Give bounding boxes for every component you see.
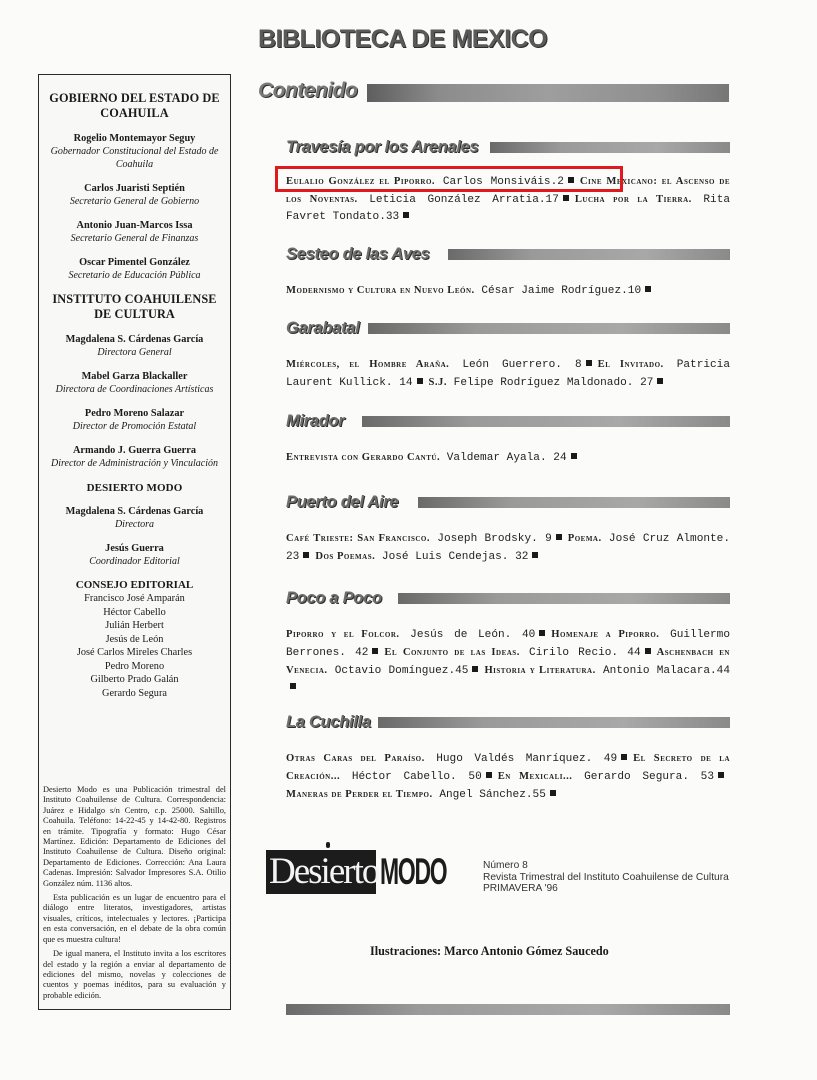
entry-author: Valdemar Ayala. [440,452,554,464]
entry-title: Otras Caras del Paraíso. [286,753,425,764]
entry-page: 53 [700,771,714,783]
credit-name: Oscar Pimentel González [79,257,190,268]
entry-author: Angel Sánchez. [432,789,533,801]
entry-author: Jesús de León. [399,629,522,641]
illustrations-credit: Ilustraciones: Marco Antonio Gómez Saucedo [370,944,609,958]
inst-list [45,333,224,470]
credit-role: Secretario General de Finanzas [70,233,199,244]
toc-entry [286,789,546,801]
entry-page: 10 [627,285,642,297]
masthead-title: BIBLIOTECA DE MEXICO [258,25,548,53]
logo-word-modo: MODO [380,851,447,892]
section-title: La Cuchilla [286,713,371,731]
dm-heading: DESIERTO MODO [86,482,183,494]
entry-author: Antonio Malacara. [595,665,717,677]
entry-author: Carlos Monsiváis. [435,176,558,188]
credit-entry [45,333,224,359]
entry-page: 50 [468,771,482,783]
bullet-square [645,648,651,654]
toc-entry [315,551,528,563]
credit-entry [45,256,224,282]
entry-title: Café Trieste: San Francisco. [286,533,431,544]
entry-page: 24 [553,452,567,464]
desierto-modo-logo [266,844,472,898]
toc-section [286,712,730,804]
toc-entry [286,629,535,641]
toc-entry [286,753,617,765]
section-title: Puerto del Aire [286,493,399,511]
toc-section [286,318,730,392]
council-member: Gilberto Prado Galán [90,674,179,685]
entry-title: El Conjunto de las Ideas. [384,647,520,658]
credit-role: Director de Administración y Vinculación [50,458,218,469]
council-member: José Carlos Mireles Charles [76,647,193,658]
section-title: Travesía por los Arenales [286,138,479,156]
bullet-square [621,754,627,760]
section-header [286,411,730,433]
entry-title: El Secreto de la Creación... [286,753,730,782]
entry-author: Guillermo Berrones. [286,629,730,659]
contents-heading: Contenido [258,79,358,102]
entry-page: 9 [545,533,552,545]
entry-title: Historia y Literatura. [484,665,596,676]
issue-number: Número 8 [483,860,528,871]
entry-title: Miércoles, el Hombre Araña. [286,359,450,370]
gov-list [45,132,224,282]
entry-page: 32 [515,551,529,563]
issue-description: Revista Trimestral del Instituto Coahuilense de Cultura [483,871,729,883]
council-list [45,592,224,700]
credit-name: Pedro Moreno Salazar [84,408,185,419]
toc-section [286,492,730,566]
council-member: Pedro Moreno [104,660,165,672]
issue-season: PRIMAVERA '96 [483,883,558,894]
entry-author: José Cruz Almonte. [601,533,730,545]
section-title: Sesteo de las Aves [286,245,430,263]
council-member: Héctor Cabello [103,606,166,618]
entry-author: Octavio Domínguez. [327,665,456,677]
section-bar [398,593,730,604]
bullet-square [657,378,663,384]
council-heading: CONSEJO EDITORIAL [75,579,194,591]
entry-title: Homenaje a Piporro. [551,629,660,640]
entry-author: Rita Favret Tondato. [286,194,731,223]
bullet-square [556,534,562,540]
contents-heading-bar [367,84,729,102]
bullet-square [718,772,724,778]
toc-entry [286,533,552,545]
logo-dot [326,842,330,848]
section-title: Garabatal [286,319,360,337]
entry-title: Modernismo y Cultura en Nuevo León. [286,285,475,296]
credit-name: Jesús Guerra [105,543,164,554]
credit-role: Gobernador Constitucional del Estado de Coahuila [50,146,219,170]
dm-list [45,505,224,568]
fine-print-paragraph: Esta publicación es un lugar de encuentro para el diálogo entre literatos, investigadores, artistas visuales, críticos, intelectuales y lectores. ¡Participa en esta conversación, en el debate de la obra común que es muestra cultura! [43,893,226,944]
bullet-square [486,772,492,778]
issue-imprint [483,860,729,895]
entry-page: 2 [557,176,564,188]
credit-entry [45,407,224,433]
bullet-square [472,666,478,672]
credit-name: Mabel Garza Blackaller [81,371,188,382]
council-member: Jesús de León [105,633,164,645]
credit-name: Magdalena S. Cárdenas García [65,334,204,345]
section-title: Mirador [286,412,345,430]
credit-role: Secretario General de Gobierno [69,196,200,207]
entry-page: 33 [385,211,400,223]
entry-title: Entrevista con Gerardo Cantú. [286,452,441,463]
council-member: Julián Herbert [105,620,164,631]
bullet-square [303,552,309,558]
bottom-bar [286,1004,730,1015]
entry-title: Maneras de Perder el Tiempo. [286,789,433,800]
bullet-square [645,286,651,292]
inst-heading: INSTITUTO COAHUILENSE DE CULTURA [52,292,217,321]
entry-title: Eulalio González el Piporro. [286,176,436,187]
fine-print-paragraph: De igual manera, el Instituto invita a los escritores del estado y la región a enviar al departamento de ediciones del mismo, novelas y colecciones de cuentos y poemas inéditos, para su evaluación y probable edición. [43,949,226,1000]
toc-section [286,411,730,467]
section-entries [286,530,730,566]
entry-page: 44 [627,647,641,659]
entry-title: Dos Poemas. [315,551,376,562]
credit-name: Carlos Juaristi Septién [84,183,185,194]
section-bar [490,142,730,153]
credit-role: Directora General [97,347,172,358]
toc-entry [384,647,640,659]
section-header [286,712,730,734]
credit-role: Director de Promoción Estatal [72,421,197,432]
credit-name: Rogelio Montemayor Seguy [73,133,196,144]
entry-title: Piporro y el Folcor. [286,629,400,640]
credit-entry [45,542,224,568]
bullet-square [586,360,592,366]
section-entries [286,356,730,392]
section-header [286,588,730,610]
section-bar [418,497,730,508]
entry-page: 44 [716,665,730,677]
gov-heading: GOBIERNO DEL ESTADO DE COAHUILA [49,91,220,120]
toc-entry [286,452,567,464]
entry-page: 14 [399,377,413,389]
section-entries [286,750,730,804]
entry-page: 8 [574,359,582,371]
entry-author: León Guerrero. [449,359,575,371]
section-bar [378,717,730,728]
entry-author: Leticia González Arratia. [357,194,546,206]
council-member: Gerardo Segura [102,687,167,699]
entry-author: Felipe Rodríguez Maldonado. [447,377,641,389]
bullet-square [417,378,423,384]
highlight-box [275,166,623,192]
entry-author: Cirilo Recio. [519,647,628,659]
entry-author: Hugo Valdés Manríquez. [424,753,604,765]
entry-page: 27 [640,377,654,389]
entry-title: Aschenbach en Venecia. [286,647,730,676]
credit-name: Antonio Juan-Marcos Issa [76,220,193,231]
section-bar [362,416,730,427]
entry-title: Poema. [567,533,602,544]
section-header [286,492,730,514]
council-member: Francisco José Amparán [84,593,185,604]
credit-name: Magdalena S. Cárdenas García [65,506,204,517]
credit-role: Coordinador Editorial [89,556,180,567]
section-entries [286,626,730,697]
toc-section [286,244,730,300]
bullet-square [403,212,409,218]
bullet-square [563,195,569,201]
credit-entry [45,444,224,470]
credit-entry [45,132,224,171]
section-header [286,137,730,159]
section-entries [286,449,730,467]
entry-page: 40 [521,629,536,641]
entry-title: Cine Mexicano: el Ascenso de los Noventas. [286,176,730,205]
entry-author: José Luis Cendejas. [375,551,516,563]
bullet-square [539,630,545,636]
credit-role: Directora [114,519,155,530]
toc-entry [286,359,582,371]
credit-entry [45,219,224,245]
section-header [286,244,730,266]
entry-page: 55 [532,789,546,801]
credit-entry [45,370,224,396]
credit-entry [45,182,224,208]
toc-section [286,588,730,697]
bullet-square [532,552,538,558]
entry-author: César Jaime Rodríguez. [474,285,628,297]
fine-print-paragraph: Desierto Modo es una Publicación trimestral del Instituto Coahuilense de Cultura. Correspondencia: Juárez e Hidalgo s/n Centro, c.p. 25000. Saltillo, Coahuila. Teléfono: 14-22-45 y 14-42-80. Registros en trámite. Tipografía y formato: Hugo César Martínez. Edición: Departamento de Ediciones del Instituto Coahuilense de Cultura. Diseño original: Departamento de Ediciones. Corrección: Ana Laura Cadenas. Impresión: Salvador Impresores S.A. Otilio González núm. 1136 altos. [43,785,226,888]
toc-entry [286,285,641,297]
entry-title: En Mexicali... [497,771,573,782]
logo-word-desierto: Desierto [266,850,376,894]
toc-entry [498,771,714,783]
entry-author: Gerardo Segura. [572,771,701,783]
entry-page: 17 [545,194,559,206]
credit-name: Armando J. Guerra Guerra [73,445,196,456]
section-entries [286,282,730,300]
entry-page: 42 [355,647,369,659]
entry-page: 49 [603,753,618,765]
section-bar [368,323,730,334]
bullet-square [290,683,296,689]
bullet-square [550,790,556,796]
entry-page: 45 [455,665,469,677]
bullet-square [571,453,577,459]
credit-role: Directora de Coordinaciones Artísticas [55,384,214,395]
entry-author: Patricia Laurent Kullick. [286,359,730,389]
credit-entry [45,505,224,531]
credit-role: Secretario de Educación Pública [68,270,201,281]
entry-author: Héctor Cabello. [340,771,469,783]
entry-title: El Invitado. [597,359,664,370]
entry-author: Joseph Brodsky. [430,533,546,545]
credits-panel [38,74,231,1010]
bullet-square [372,648,378,654]
section-title: Poco a Poco [286,589,382,607]
entry-page: 23 [286,551,300,563]
section-bar [448,249,730,260]
entry-title: Lucha por la Tierra. [574,194,692,205]
toc-entry [429,377,654,389]
toc-entry [484,665,730,677]
entry-title: S.J. [428,377,448,388]
section-header [286,318,730,340]
fine-print [43,785,226,1005]
